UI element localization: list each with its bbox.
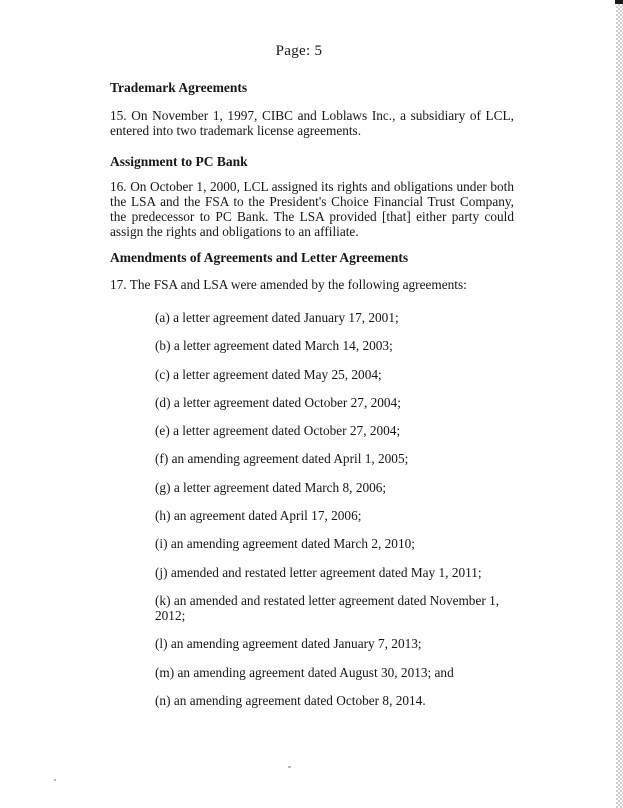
list-item-m: (m) an amending agreement dated August 30, 2013; and xyxy=(155,664,454,680)
list-item-e: (e) a letter agreement dated October 27, 2004; xyxy=(155,423,401,439)
list-item-f: (f) an amending agreement dated April 1, 2005; xyxy=(155,451,409,467)
list-item-h: (h) an agreement dated April 17, 2006; xyxy=(155,508,362,524)
list-item-b: (b) a letter agreement dated March 14, 2003; xyxy=(155,338,393,354)
section-heading-assignment-to-pc-bank: Assignment to PC Bank xyxy=(110,154,248,169)
list-item-l: (l) an amending agreement dated January 7, 2013; xyxy=(155,636,422,652)
paragraph-15: 15. On November 1, 1997, CIBC and Loblaws Inc., a subsidiary of LCL, entered into two trademark license agreements. xyxy=(110,108,514,138)
list-item-a: (a) a letter agreement dated January 17, 2001; xyxy=(155,310,399,325)
list-item-g: (g) a letter agreement dated March 8, 2006; xyxy=(155,479,387,495)
list-item-j: (j) amended and restated letter agreement dated May 1, 2011; xyxy=(155,564,482,580)
list-item-k: (k) an amended and restated letter agreement dated November 1, 2012; xyxy=(155,592,500,623)
paragraph-16: 16. On October 1, 2000, LCL assigned its rights and obligations under both the LSA and the FSA to the President's Choice Financial Trust Company, the predecessor to PC Bank. The LSA provided [that] either party could assign the rights and obligations to an affiliate. xyxy=(110,179,514,239)
list-item-n: (n) an amending agreement dated October 8, 2014. xyxy=(155,692,426,708)
scan-corner-mark xyxy=(615,0,623,4)
list-item-c: (c) a letter agreement dated May 25, 2004; xyxy=(155,366,382,382)
section-heading-amendments: Amendments of Agreements and Letter Agreements xyxy=(110,250,409,265)
paragraph-17: 17. The FSA and LSA were amended by the following agreements: xyxy=(110,277,467,292)
scan-speck xyxy=(54,779,56,781)
section-heading-trademark-agreements: Trademark Agreements xyxy=(110,80,248,95)
agreement-list xyxy=(110,310,514,708)
list-item-d: (d) a letter agreement dated October 27, 2004; xyxy=(155,394,401,410)
scan-edge-checker-artifact xyxy=(616,0,623,808)
scan-speck xyxy=(288,766,291,768)
document-content xyxy=(110,0,514,708)
list-item-i: (i) an amending agreement dated March 2, 2010; xyxy=(155,536,415,552)
page-number: Page: 5 xyxy=(275,43,323,59)
